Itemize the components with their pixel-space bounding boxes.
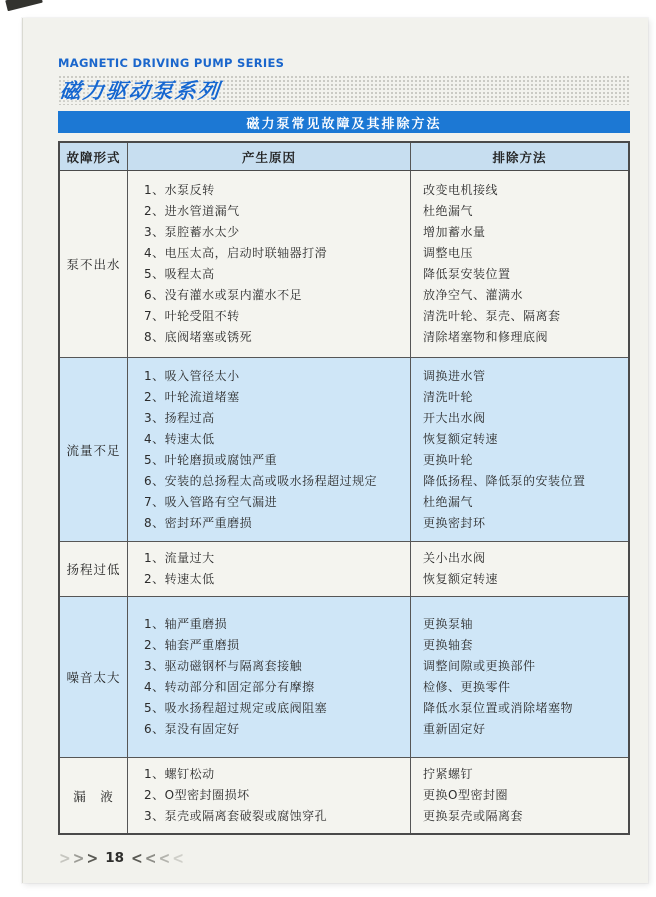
cause-item: 6、泵没有固定好: [144, 722, 240, 736]
remedy-item: 更换密封环: [423, 515, 486, 530]
cause-item: 6、安装的总扬程太高或吸水扬程超过规定: [144, 473, 378, 488]
cause-item: 6、没有灌水或泵内灌水不足: [144, 288, 303, 302]
cause-item: 3、驱动磁钢杯与隔离套接触: [144, 659, 303, 673]
remedy-item: 杜绝漏气: [423, 204, 474, 218]
remedy-item: 降低泵安装位置: [423, 267, 511, 281]
remedy-item: 增加蓄水量: [423, 225, 486, 239]
cause-item: 4、转速太低: [144, 431, 215, 446]
page-footer: [58, 848, 630, 867]
remedy-item: 更换O型密封圈: [423, 788, 508, 802]
table-row: [60, 541, 628, 596]
remedy-list: [411, 597, 628, 757]
column-header-remedy: 排除方法: [492, 149, 547, 165]
cause-item: 7、叶轮受阻不转: [144, 309, 240, 323]
chevron-left-icon: <: [144, 849, 157, 869]
cause-item: 5、吸水扬程超过规定或底阀阻塞: [144, 701, 328, 715]
remedy-item: 拧紧螺钉: [423, 767, 474, 781]
remedy-item: 降低水泵位置或消除堵塞物: [423, 701, 574, 715]
cause-item: 1、流量过大: [144, 551, 215, 565]
cause-list: [128, 542, 411, 596]
cause-item: 1、吸入管径太小: [144, 368, 240, 383]
cause-item: 1、螺钉松动: [144, 767, 215, 781]
remedy-list: [411, 542, 628, 596]
fault-table: [58, 141, 630, 835]
scan-corner-artifact: [5, 0, 43, 11]
chevron-left-icon: <: [131, 849, 143, 869]
chevron-right-icon: >: [59, 849, 71, 869]
cause-item: 1、水泵反转: [144, 183, 215, 197]
remedy-item: 清洗叶轮、泵壳、隔离套: [423, 309, 561, 323]
series-title-zh: 磁力驱动泵系列: [58, 79, 223, 103]
fault-label: 漏 液: [60, 758, 128, 833]
table-row: [60, 596, 628, 757]
remedy-item: 调换进水管: [423, 368, 486, 383]
remedy-list: [411, 358, 628, 541]
cause-list: [128, 358, 411, 541]
column-header-fault: 故障形式: [60, 143, 128, 170]
table-row: [60, 171, 628, 357]
remedy-item: 更换泵壳或隔离套: [423, 809, 524, 823]
cause-item: 3、扬程过高: [144, 410, 215, 425]
document-page: [22, 18, 648, 883]
remedy-item: 改变电机接线: [423, 183, 499, 197]
remedy-list: [411, 758, 628, 833]
chevron-right-icon: >: [72, 849, 85, 869]
chevron-left-decoration: [58, 848, 99, 867]
fault-label: 噪音太大: [60, 597, 128, 757]
fault-label: 泵不出水: [60, 171, 128, 357]
cause-item: 2、叶轮流道堵塞: [144, 389, 240, 404]
column-header-cause: 产生原因: [128, 143, 411, 170]
remedy-item: 降低扬程、降低泵的安装位置: [423, 473, 586, 488]
chevron-right-decoration: [130, 848, 185, 867]
cause-item: 1、轴严重磨损: [144, 617, 228, 631]
series-title-band: [58, 75, 630, 105]
page-number: 18: [105, 849, 124, 866]
table-row: [60, 357, 628, 541]
remedy-item: 调整间隙或更换部件: [423, 659, 536, 673]
remedy-item: 清除堵塞物和修理底阀: [423, 330, 549, 344]
cause-item: 7、吸入管路有空气漏进: [144, 494, 278, 509]
fault-label: 扬程过低: [60, 542, 128, 596]
remedy-item: 调整电压: [423, 246, 474, 260]
cause-item: 5、吸程太高: [144, 267, 215, 281]
table-body: [60, 171, 628, 833]
remedy-list: [411, 171, 628, 357]
remedy-item: 重新固定好: [423, 722, 486, 736]
remedy-item: 更换叶轮: [423, 452, 474, 467]
chevron-left-icon: <: [158, 849, 171, 869]
cause-item: 8、底阀堵塞或锈死: [144, 330, 253, 344]
remedy-item: 更换轴套: [423, 638, 474, 652]
cause-item: 2、转速太低: [144, 572, 215, 586]
cause-item: 8、密封环严重磨损: [144, 515, 253, 530]
remedy-item: 恢复额定转速: [423, 572, 499, 586]
remedy-item: 关小出水阀: [423, 551, 486, 565]
remedy-item: 杜绝漏气: [423, 494, 474, 509]
remedy-item: 恢复额定转速: [423, 431, 499, 446]
table-title-bar: 磁力泵常见故障及其排除方法: [58, 111, 630, 133]
chevron-left-icon: <: [172, 849, 184, 869]
remedy-item: 放净空气、灌满水: [423, 288, 524, 302]
cause-item: 3、泵壳或隔离套破裂或腐蚀穿孔: [144, 809, 328, 823]
series-title-en: MAGNETIC DRIVING PUMP SERIES: [58, 56, 285, 70]
cause-item: 4、转动部分和固定部分有摩擦: [144, 680, 315, 694]
cause-item: 2、O型密封圈损坏: [144, 788, 250, 802]
remedy-item: 更换泵轴: [423, 617, 474, 631]
table-header-row: [60, 143, 628, 171]
fault-label: 流量不足: [60, 358, 128, 541]
cause-item: 2、进水管道漏气: [144, 204, 240, 218]
table-row: [60, 757, 628, 833]
chevron-right-icon: >: [86, 849, 99, 869]
cause-list: [128, 758, 411, 833]
cause-item: 2、轴套严重磨损: [144, 638, 240, 652]
cause-item: 4、电压太高，启动时联轴器打滑: [144, 246, 328, 260]
cause-item: 3、泵腔蓄水太少: [144, 225, 240, 239]
remedy-item: 清洗叶轮: [423, 389, 474, 404]
cause-list: [128, 597, 411, 757]
remedy-item: 开大出水阀: [423, 410, 486, 425]
cause-item: 5、叶轮磨损或腐蚀严重: [144, 452, 278, 467]
cause-list: [128, 171, 411, 357]
remedy-item: 检修、更换零件: [423, 680, 511, 694]
